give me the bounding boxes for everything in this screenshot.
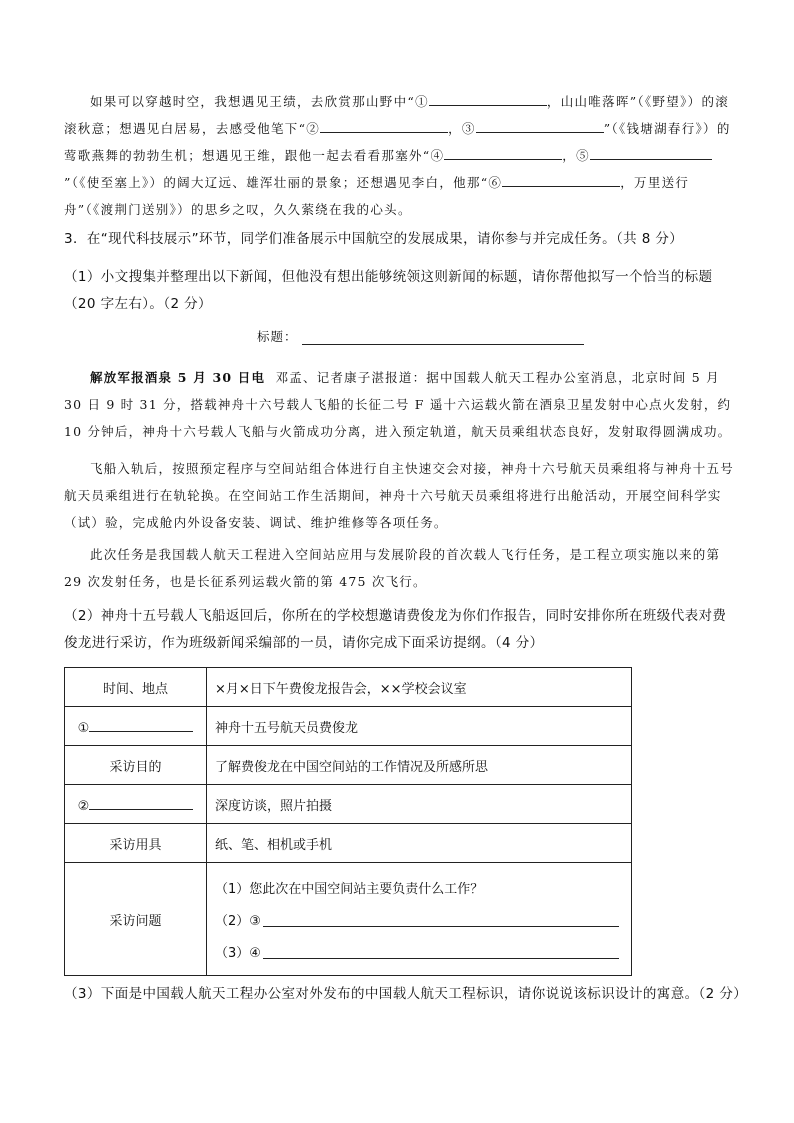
sub-question-3: （3）下面是中国载人航天工程办公室对外发布的中国载人航天工程标识，请你说说该标识设计的寓意。（2 分）	[64, 986, 748, 1002]
news-paragraph-1	[64, 364, 736, 445]
row-value-tools: 纸、笔、相机或手机	[207, 824, 632, 863]
blank-4[interactable]	[444, 145, 562, 160]
title-label: 标题：	[257, 329, 298, 344]
poem-text-6: 行》）的莺歌燕舞的勃勃生机；想遇见王维，跟他一起去看看那塞外“④	[64, 121, 731, 163]
table-blank-1[interactable]	[89, 717, 193, 732]
news-lead: 解放军报酒泉 5 月 30 日电	[90, 370, 266, 385]
interview-question-2	[215, 903, 623, 935]
poem-text-9: ，万里送行舟”（《渡荆门送别》）的思乡之叹，久久萦绕在我的心头。	[64, 175, 690, 217]
interview-outline-table	[64, 667, 632, 976]
table-row	[65, 707, 632, 746]
row-label-purpose: 采访目的	[65, 746, 207, 785]
table-row	[65, 746, 632, 785]
blank-6[interactable]	[502, 172, 620, 187]
row-value-time-place: ×月×日下午费俊龙报告会，××学校会议室	[207, 668, 632, 707]
poem-text-8: ”（《使至塞上》）的阔大辽远、雄浑壮丽的景象；还想遇见李白，他那“⑥	[64, 175, 503, 190]
table-blank-2[interactable]	[89, 795, 193, 810]
row-value-method: 深度访谈，照片拍摄	[207, 785, 632, 824]
interview-question-2-label: （2）③	[215, 913, 261, 929]
row-label-blank-1	[65, 707, 207, 746]
row-label-questions: 采访问题	[65, 863, 207, 976]
blank-1[interactable]	[429, 91, 547, 106]
sub-question-1: （1）小文搜集并整理出以下新闻，但他没有想出能够统领这则新闻的标题，请你帮他拟写一个恰当的标题（20 字左右）。（2 分）	[64, 269, 713, 312]
poem-text-4: ，③	[448, 121, 476, 136]
row-value-questions	[207, 863, 632, 976]
poem-text-5: ”（《钱塘湖春	[603, 121, 682, 136]
blank-5[interactable]	[590, 145, 712, 160]
table-row	[65, 785, 632, 824]
interview-question-3-label: （3）④	[215, 945, 261, 961]
title-blank[interactable]	[302, 330, 584, 345]
news-paragraph-3: 此次任务是我国载人航天工程进入空间站应用与发展阶段的首次载人飞行任务，是工程立项实施以来的第 29 次发射任务，也是长征系列运载火箭的第 475 次飞行。	[64, 547, 721, 589]
question-3-heading: 3．在“现代科技展示”环节，同学们准备展示中国航空的发展成果，请你参与并完成任务。（共 8 分）	[64, 231, 684, 247]
table-row	[65, 668, 632, 707]
poem-fill-paragraph	[64, 88, 736, 223]
table-row	[65, 863, 632, 976]
news-body-1: 邓孟、记者康子湛报道：据中国载人航天工程办公室消息，北京时间 5 月 30 日 9 时 31 分，搭载神舟十六号载人飞船的长征二号 F 遥十六运载火箭在酒泉卫星发射中心点火发射，约 10 分钟后，神舟十六号载人飞船与火箭成功分离，进入预定轨道，航天员乘组状态良好，发射取得圆满成功。	[64, 370, 732, 439]
news-paragraph-2: 飞船入轨后，按照预定程序与空间站组合体进行自主快速交会对接，神舟十六号航天员乘组将与神舟十五号航天员乘组进行在轨轮换。在空间站工作生活期间，神舟十六号航天员乘组将进行出舱活动，开展空间科学实（试）验，完成舱内外设备安装、调试、维护维修等各项任务。	[64, 461, 734, 530]
poem-text-3: 的滚滚秋意；想遇见白居易，去感受他笔下“②	[64, 94, 730, 136]
title-line	[257, 327, 584, 345]
row-value-purpose: 了解费俊龙在中国空间站的工作情况及所感所思	[207, 746, 632, 785]
question-blank-4[interactable]	[263, 944, 619, 959]
interview-question-3	[215, 935, 623, 967]
poem-text-2: ，山山唯落晖”（《野望》）	[546, 94, 702, 109]
table-row	[65, 824, 632, 863]
sub-question-2: （2）神舟十五号载人飞船返回后，你所在的学校想邀请费俊龙为你们作报告，同时安排你所在班级代表对费俊龙进行采访，作为班级新闻采编部的一员，请你完成下面采访提纲。（4 分）	[64, 608, 727, 651]
interview-question-1: （1）您此次在中国空间站主要负责什么工作？	[215, 881, 484, 897]
row-value-interviewee: 神舟十五号航天员费俊龙	[207, 707, 632, 746]
blank-number-2: ②	[77, 798, 90, 814]
blank-number-1: ①	[77, 720, 90, 736]
question-blank-3[interactable]	[263, 912, 619, 927]
row-label-tools: 采访用具	[65, 824, 207, 863]
blank-3[interactable]	[476, 118, 604, 133]
row-label-time-place: 时间、地点	[65, 668, 207, 707]
poem-text-7: ，⑤	[562, 148, 590, 163]
poem-text-1: 如果可以穿越时空，我想遇见王绩，去欣赏那山野中“①	[90, 94, 429, 109]
blank-2[interactable]	[320, 118, 448, 133]
row-label-blank-2	[65, 785, 207, 824]
